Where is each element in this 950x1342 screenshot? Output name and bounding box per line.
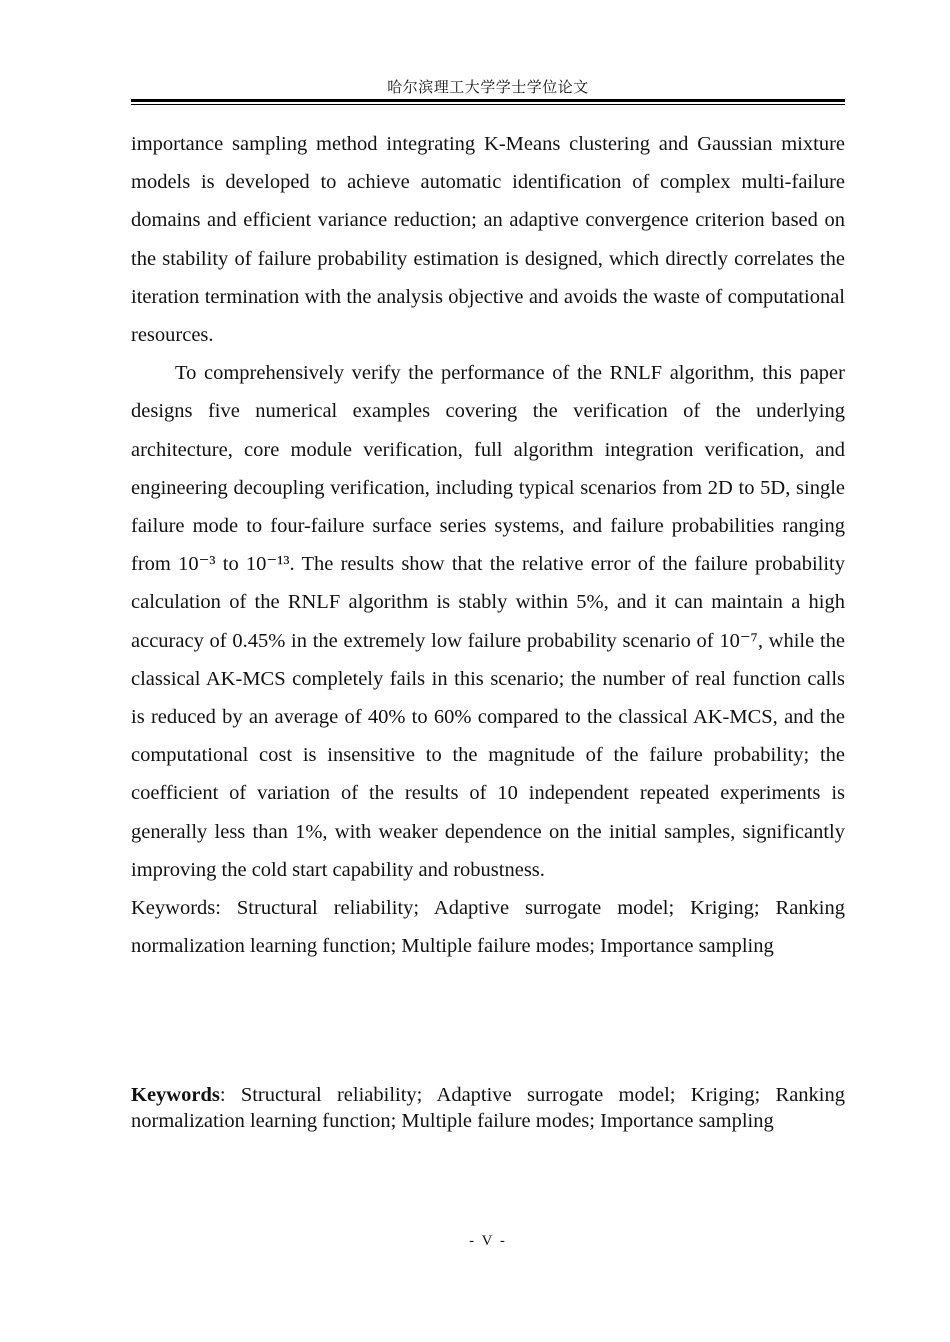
page-number: - V - — [469, 1233, 507, 1249]
keywords-text: Structural reliability; Adaptive surrogate model; Kriging; Ranking normalization learning function; Multiple failure modes; Importance sampling — [131, 1084, 845, 1132]
keywords-label: Keywords — [131, 1084, 220, 1106]
keywords-separator: : — [219, 1084, 226, 1106]
abstract-paragraph-verification: To comprehensively verify the performance of the RNLF algorithm, this paper designs five numerical examples covering the verification of the underlying architecture, core module verification, full algorithm integration verification, and engineering decoupling verification, including typical scenarios from 2D to 5D, single failure mode to four-failure surface series systems, and failure probabilities ranging from 10⁻³ to 10⁻¹³. The results show that the relative error of the failure probability calculation of the RNLF algorithm is stably within 5%, and it can maintain a high accuracy of 0.45% in the extremely low failure probability scenario of 10⁻⁷, while the classical AK-MCS completely fails in this scenario; the number of real function calls is reduced by an average of 40% to 60% compared to the classical AK-MCS, and the computational cost is insensitive to the magnitude of the failure probability; the coefficient of variation of the results of 10 independent repeated experiments is generally less than 1%, with weaker dependence on the initial samples, significantly improving the cold start capability and robustness. — [131, 362, 845, 881]
keywords-block — [131, 1082, 845, 1134]
header-rule-thick — [131, 99, 845, 102]
keywords-line-plain: Keywords: Structural reliability; Adaptive surrogate model; Kriging; Ranking normalization learning function; Multiple failure modes; Importance sampling — [131, 897, 845, 958]
abstract-body — [131, 125, 845, 965]
abstract-paragraph-continued: importance sampling method integrating K-Means clustering and Gaussian mixture models is developed to achieve automatic identification of complex multi-failure domains and efficient variance reduction; an adaptive convergence criterion based on the stability of failure probability estimation is designed, which directly correlates the iteration termination with the analysis objective and avoids the waste of computational resources. — [131, 133, 845, 347]
header-rule-thin — [131, 104, 845, 105]
running-header-title: 哈尔滨理工大学学士学位论文 — [387, 80, 589, 96]
